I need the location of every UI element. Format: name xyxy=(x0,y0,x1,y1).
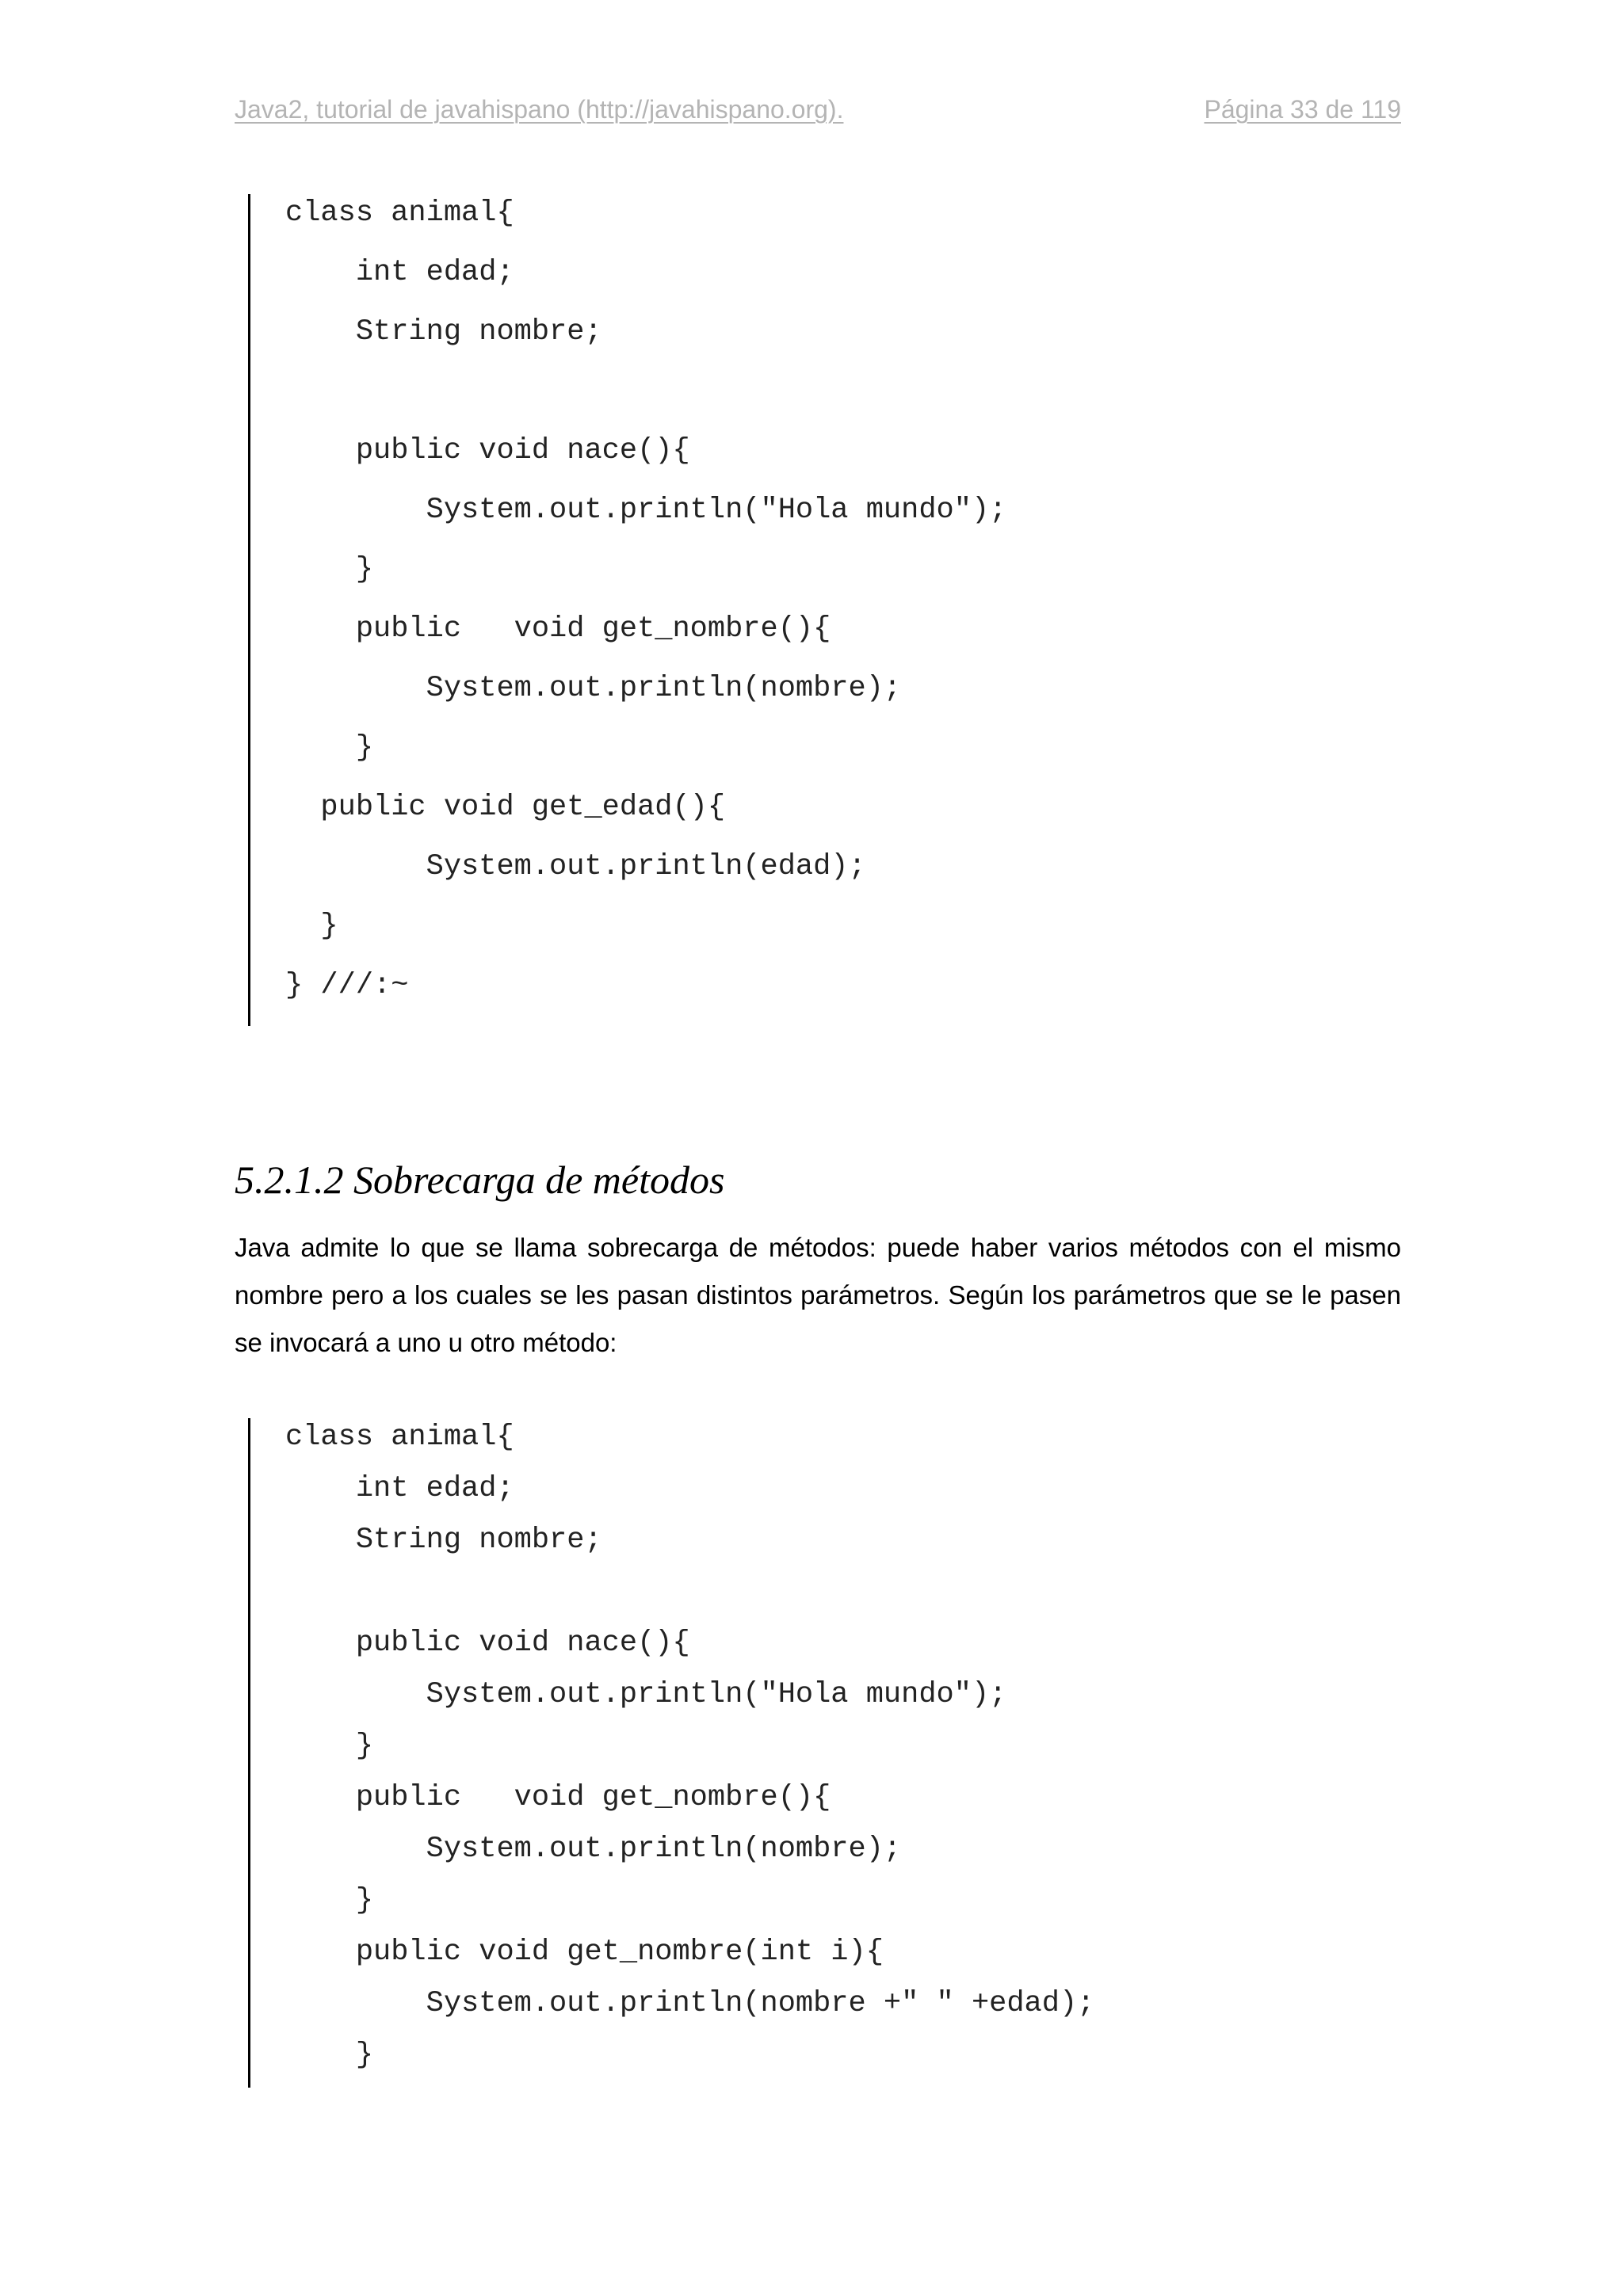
page-header xyxy=(235,95,1401,133)
code-line: class animal{ xyxy=(285,196,514,230)
section-heading: 5.2.1.2 Sobrecarga de métodos xyxy=(235,1158,725,1202)
code-line: System.out.println(nombre); xyxy=(285,672,902,705)
code-line: System.out.println(nombre); xyxy=(285,1833,902,1866)
code-line: } xyxy=(285,731,374,765)
code-line: String nombre; xyxy=(285,1524,602,1557)
code-line: int edad; xyxy=(285,256,514,289)
code-line: } xyxy=(285,553,374,586)
code-line: public void nace(){ xyxy=(285,1627,690,1660)
code-line: public void get_nombre(int i){ xyxy=(285,1936,884,1969)
code-block-2 xyxy=(248,1418,1095,2088)
code-line: public void get_nombre(){ xyxy=(285,1781,831,1814)
code-line: } xyxy=(285,910,338,943)
code-line: } xyxy=(285,2039,374,2072)
code-line: } xyxy=(285,1730,374,1763)
code-line: } ///:~ xyxy=(285,969,409,1002)
code-line: System.out.println("Hola mundo"); xyxy=(285,1678,1007,1711)
code-line: public void get_nombre(){ xyxy=(285,612,831,646)
code-line: public void nace(){ xyxy=(285,434,690,467)
code-line: System.out.println(nombre +" " +edad); xyxy=(285,1987,1095,2020)
code-line: int edad; xyxy=(285,1472,514,1505)
code-line: } xyxy=(285,1884,374,1917)
code-line: System.out.println(edad); xyxy=(285,850,866,883)
header-page-number: Página 33 de 119 xyxy=(1204,95,1401,124)
code-line: System.out.println("Hola mundo"); xyxy=(285,494,1007,527)
code-line: public void get_edad(){ xyxy=(285,791,726,824)
code-line: class animal{ xyxy=(285,1421,514,1454)
code-block-1 xyxy=(248,194,1007,1026)
code-line: String nombre; xyxy=(285,315,602,349)
body-paragraph: Java admite lo que se llama sobrecarga de métodos: puede haber varios métodos con el mismo nombre pero a los cuales se les pasan distintos parámetros. Según los parámetros que se le pasen se invocará a uno u otro método: xyxy=(235,1233,1401,1357)
header-document-title: Java2, tutorial de javahispano (http://javahispano.org). xyxy=(235,95,844,124)
